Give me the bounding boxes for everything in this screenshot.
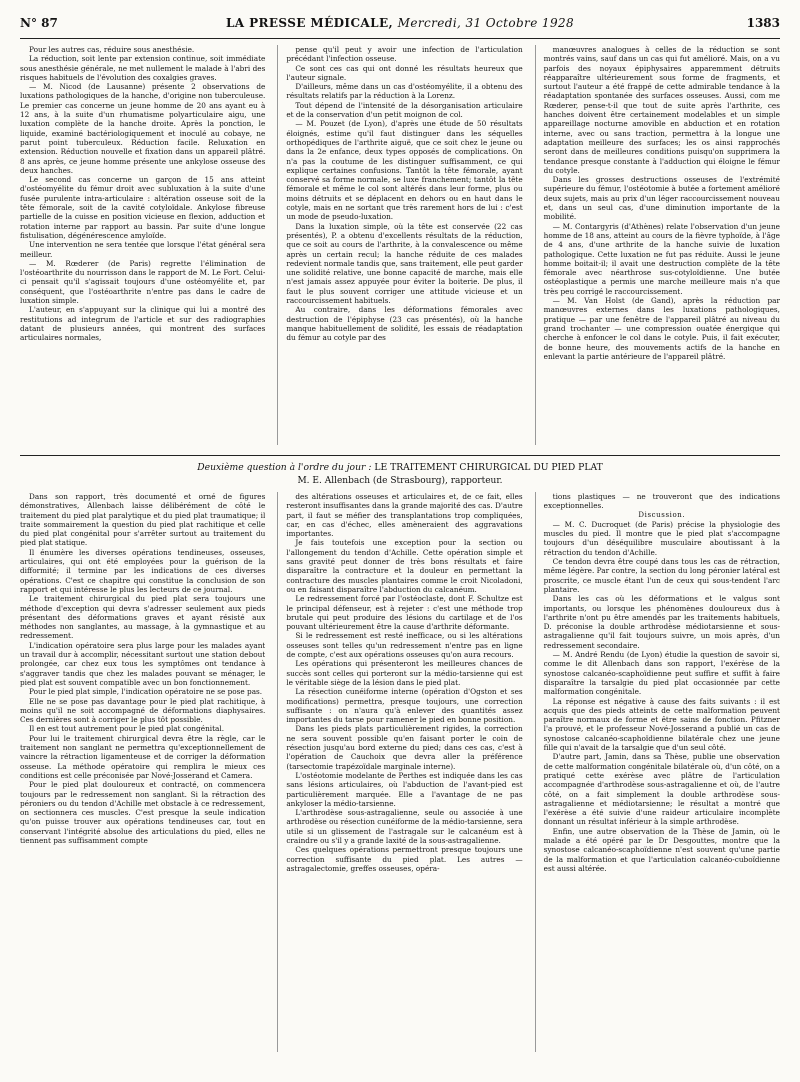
masthead [226, 16, 574, 30]
paragraph: — M. Rœderer (de Paris) regrette l'élimination de l'ostéoarthrite du nourrisson dans le rapport de M. Le Fort. Celui-ci pensait qu'il s'agissait toujours d'une ostéomyélite et, par conséquent, que l'ostéoarthrite n'entre pas dans le cadre de luxation simple. [20, 258, 266, 306]
paragraph: Il énumère les diverses opérations tendineuses, osseuses, articulaires, qui ont été employées pour la guérison de la difformité; il termine par les indications de ces diverses opérations. C'est ce chapitre qui constitue la conclusion de son rapport et qui intéresse le plus les lecteurs de ce journal. [20, 547, 266, 594]
paragraph: Pour les autres cas, réduire sous anesthésie. [29, 45, 195, 54]
paragraph: tions plastiques — ne trouveront que des indications exceptionnelles. [543, 492, 780, 511]
agenda-label: Deuxième question à l'ordre du jour : [197, 462, 372, 473]
page-number: 1383 [746, 16, 780, 30]
paragraph: pense qu'il peut y avoir une infection de l'articulation précédant l'infection osseuse. [286, 45, 523, 64]
bottom-column-2 [277, 492, 522, 1052]
paragraph: Pour le pied plat douloureux et contracté, on commencera toujours par le redressement non sanglant. Si la rétraction des péroniers ou du tendon d'Achille met obstacle à ce redressement, on sectionnera ces muscles. C'est presque la seule indication qu'on puisse trouver aux opérations tendineuses car, tout en conservant l'intégrité absolue des articulations du pied, elles ne tiennent pas suffisamment compte [20, 780, 266, 845]
paragraph: Les opérations qui présenteront les meilleures chances de succès sont celles qui porteront sur la médio-tarsienne qui est le véritable siège de la lésion dans le pied plat. [286, 659, 523, 687]
paragraph: L'auteur, en s'appuyant sur la clinique qui lui a montré des restitutions ad integrum de l'article et sur des radiographies datant de plusieurs années, qui montrent des surfaces articulaires normales, [20, 305, 266, 343]
section-heading [20, 455, 780, 486]
paragraph: Le traitement chirurgical du pied plat sera toujours une méthode d'exception qui devra s'adresser seulement aux pieds présentant des déformations graves et ayant résisté aux méthodes non sanglantes, au massage, à la gymnastique et au redressement. [20, 594, 266, 641]
paragraph: L'ostéotomie modelante de Perthes est indiquée dans les cas sans lésions articulaires, où l'abduction de l'avant-pied est particulièrement marquée. Elle a l'avantage de ne pas ankyloser la médio-tarsienne. [286, 770, 523, 808]
issue-date: Mercredi, 31 Octobre 1928 [397, 16, 575, 30]
top-column-2 [277, 45, 522, 445]
top-column-1 [20, 45, 265, 445]
paragraph: Une intervention ne sera tentée que lorsque l'état général sera meilleur. [20, 240, 266, 259]
bottom-column-1 [20, 492, 265, 1052]
paragraph: manœuvres analogues à celles de la réduction se sont montrés vains, sauf dans un cas qui fut amélioré. Mais, on a vu parfois des noyaux épiphysaires apparemment détruits réapparaître ultérieurement sous forme de fragments, et surtout l'auteur a été frappé de cette admirable tendance à la réadaptation spontanée des surfaces osseuses. Aussi, com me Rœderer, pense-t-il que tout de suite après l'arthrite, ces hanches doivent être certainement modelables et un simple appareillage nocturne amovible en abduction et en rotation interne, avec ou sans traction, permettra à la longue une adaptation meilleure des surfaces; les os ainsi rapprochés seront dans de meilleures conditions puisqu'on supprimera la tendance presque constante à l'adduction qui éloigne le fémur du cotyle. [543, 45, 780, 175]
top-columns [20, 45, 780, 445]
paragraph: des altérations osseuses et articulaires et, de ce fait, elles resteront insuffisantes dans la grande majorité des cas. D'autre part, il faut se méfier des transplantations trop compliquées, car, en cas d'échec, elles amèneraient des aggravations importantes. [286, 492, 523, 539]
paragraph: Au contraire, dans les déformations fémorales avec destruction de l'épiphyse (23 cas présentés), où la hanche manque habituellement de solidité, les essais de réadaptation du fémur au cotyle par des [286, 305, 523, 343]
rapporteur-line: M. E. Allenbach (de Strasbourg), rapporteur. [297, 476, 503, 486]
paragraph: Le second cas concerne un garçon de 15 ans atteint d'ostéomyélite du fémur droit avec subluxation à la suite d'une fusée purulente intra-articulaire : altération osseuse soit de la tête fémorale, soit de la cavité cotyloïdale. Ankylose fibreuse partielle de la cuisse en position vicieuse en flexion, adduction et rotation interne par rapport au bassin. Par suite d'une longue fistulisation, dégénérescence amyloïde. [20, 175, 266, 240]
paragraph: D'ailleurs, même dans un cas d'ostéomyélite, il a obtenu des résultats relatifs par la réduction à la Lorenz. [286, 82, 523, 101]
paragraph: Ces quelques opérations permettront presque toujours une correction suffisante du pied plat. Les autres — astragalectomie, greffes osseuses, opéra- [286, 845, 523, 873]
paragraph: Elle ne se pose pas davantage pour le pied plat rachitique, à moins qu'il ne soit accompagné de déformations diaphysaires. Ces dernières sont à corriger le plus tôt possible. [20, 696, 266, 725]
paragraph: — M. Contargyris (d'Athènes) relate l'observation d'un jeune homme de 18 ans, atteint au cours de la fièvre typhoïde, à l'âge de 4 ans, d'une arthrite de la hanche suivie de luxation pathologique. Cette luxation ne fut pas réduite. Aussi le jeune homme boitait-il; il avait une destruction complète de la tête fémorale avec néarthrose sus-cotyloïdienne. Une butée ostéoplastique a permis une marche meilleure mais n'a que très peu corrigé le raccourcissement. [543, 221, 780, 296]
discussion-heading: Discussion. [638, 510, 686, 519]
paragraph: Pour le pied plat simple, l'indication opératoire ne se pose pas. [29, 687, 263, 697]
paragraph: Ce sont ces cas qui ont donné les résultats heureux que l'auteur signale. [286, 63, 523, 82]
paragraph: La réponse est négative à cause des faits suivants : il est acquis que des pieds atteints de cette malformation peuvent paraître normaux de forme et être sains de fonction. Pfitzner l'a prouvé, et le professeur Nové-Josserand a publié un cas de synostose calcanéo-scaphoïdienne bilatérale chez une jeune fille qui n'avait de la tarsalgie que d'un seul côté. [543, 696, 780, 753]
paragraph: Il en est tout autrement pour le pied plat congénital. [29, 724, 225, 734]
paragraph: — M. André Rendu (de Lyon) étudie la question de savoir si, comme le dit Allenbach dans son rapport, l'exérèse de la synostose calcanéo-scaphoïdienne peut suffire et suffit à faire disparaître la tarsalgie du pied plat occasionnée par cette malformation congénitale. [543, 650, 780, 697]
bottom-columns [20, 492, 780, 1052]
journal-title: LA PRESSE MÉDICALE, [225, 16, 394, 30]
paragraph: L'arthrodèse sous-astragalienne, seule ou associée à une arthrodèse ou résection cunéiforme de la médio-tarsienne, sera utile si un glissement de l'astragale sur le calcanéum est à craindre ou s'il y a grande laxité de la sous-astragalienne. [286, 808, 523, 845]
paragraph: La réduction, soit lente par extension continue, soit immédiate sous anesthésie générale, ne met nullement le malade à l'abri des risques habituels de l'évolution des coxalgies graves. [20, 54, 266, 82]
page-header [20, 16, 780, 39]
issue-number: N° 87 [20, 16, 58, 30]
paragraph: Ce tendon devra être coupé dans tous les cas de rétraction, même légère. Par contre, la section du long péronier latéral est proscrite, ce muscle étant l'un de ceux qui sous-tendent l'arc plantaire. [543, 557, 780, 594]
section-title: LE TRAITEMENT CHIRURGICAL DU PIED PLAT [374, 462, 603, 473]
paragraph: Dans la luxation simple, où la tête est conservée (22 cas présentés), P. a obtenu d'excellents résultats de la réduction, que ce soit au cours de l'arthrite, à la convalescence ou même après un certain recul; la hanche réduite de ces malades redevient normale tandis que, sans traitement, elle peut garder une solidité relative, une bonne capacité de marche, mais elle n'est jamais assez appuyée pour éviter la boiterie. De plus, il faut le plus souvent corriger une attitude vicieuse et un raccourcissement habituels. [286, 221, 523, 306]
paragraph: Dans les cas où les déformations et le valgus sont importants, ou lorsque les phénomènes douloureux dus à l'arthrite n'ont pu être amendés par les traitements habituels, D. préconise la double arthrodèse médiotarsienne et sous-astragalienne qu'il fait toujours suivre, un mois après, d'un redressement secondaire. [543, 594, 780, 650]
paragraph: Je fais toutefois une exception pour la section ou l'allongement du tendon d'Achille. Cette opération simple et sans gravité peut donner de très bons résultats et faire disparaître la contracture et la douleur en permettant la contracture des muscles plantaires comme le croit Nicoladoni, ou en faisant disparaître l'abduction du calcanéum. [286, 538, 523, 594]
paragraph: Dans les pieds plats particulièrement rigides, la correction ne sera souvent possible qu'en faisant porter le coin de résection jusqu'au bord externe du pied; dans ces cas, c'est à l'opération de Cauchoix que devra aller la préférence (tarsectomie trapézoïdale marginale interne). [286, 724, 523, 771]
paragraph: Pour lui le traitement chirurgical devra être la règle, car le traitement non sanglant ne permettra qu'exceptionnellement de vaincre la rétraction ligamenteuse et de corriger la déformation osseuse. La méthode opératoire qui remplira le mieux ces conditions est celle préconisée par Nové-Josserand et Camera. [20, 733, 266, 780]
section-title-line [20, 462, 780, 473]
paragraph: — M. Pouzet (de Lyon), d'après une étude de 50 résultats éloignés, estime qu'il faut distinguer dans les séquelles orthopédiques de l'arthrite aiguë, que ce soit chez le jeune ou dans la 2e enfance, deux types opposés de complications. On n'a pas la coutume de les distinguer suffisamment, ce qui explique certaines confusions. Tantôt la tête fémorale, ayant conservé sa forme normale, se luxe franchement; tantôt la tête fémorale et même le col sont altérés dans leur forme, plus ou moins détruits et se déplacent en dehors ou en haut dans le cotyle, mais en ne sortant que très rarement hors de lui : c'est un mode de pseudo-luxation. [286, 119, 523, 222]
paragraph: Tout dépend de l'intensité de la désorganisation articulaire et de la conservation d'un petit moignon de col. [286, 100, 523, 120]
paragraph: Si le redressement est resté inefficace, ou si les altérations osseuses sont telles qu'un redressement n'entre pas en ligne de compte, c'est aux opérations osseuses qu'on aura recours. [286, 631, 523, 660]
paragraph: — M. C. Ducroquet (de Paris) précise la physiologie des muscles du pied. Il montre que le pied plat s'accompagne toujours d'un déséquilibre musculaire aboutissant à la rétraction du tendon d'Achille. [543, 519, 780, 557]
paragraph: — M. Van Holst (de Gand), après la réduction par manœuvres externes dans les luxations pathologiques, pratique — par une fenêtre de l'appareil plâtré au niveau du grand trochanter — une compression ouatée énergique qui cherche à enfoncer le col dans le cotyle. Puis, il fait exécuter, de bonne heure, des mouvements actifs de la hanche en enlevant la partie antérieure de l'appareil plâtré. [543, 296, 780, 361]
bottom-column-3 [535, 492, 780, 1052]
paragraph: — M. Nicod (de Lausanne) présente 2 observations de luxations pathologiques de la hanche, d'origine non tuberculeuse. Le premier cas concerne un jeune homme de 20 ans ayant eu à 12 ans, à la suite d'un rhumatisme polyarticulaire aigu, une luxation complète de la hanche droite. Après la ponction, le liquide, examiné bactériologiquement et inoculé au cobaye, ne parut point tuberculeux. Réduction facile. Reluxation en extension. Réduction nouvelle et fixation dans un appareil plâtré. 8 ans après, ce jeune homme présente une ankylose osseuse des deux hanches. [20, 82, 266, 175]
paragraph: L'indication opératoire sera plus large pour les malades ayant un travail dur à accomplir, nécessitant surtout une station debout prolongée, car chez eux tous les symptômes ont tendance à s'aggraver tandis que chez les malades pouvant se ménager, le pied plat est souvent compatible avec un bon fonctionnement. [20, 640, 266, 687]
top-column-3 [535, 45, 780, 445]
paragraph: Dans son rapport, très documenté et orné de figures démonstratives, Allenbach laisse délibérément de côté le traitement du pied plat paralytique et du pied plat traumatique; il traite sommairement la question du pied plat rachitique et celle du pied plat congénital pour s'arrêter surtout au traitement du pied plat statique. [20, 492, 266, 548]
paragraph: La résection cunéiforme interne (opération d'Ogston et ses modifications) permettra, presque toujours, une correction suffisante : on n'aura qu'à enlever des quantités assez importantes du tarse pour ramener le pied en bonne position. [286, 687, 523, 725]
paragraph: Le redressement forcé par l'ostéoclaste, dont F. Schultze est le principal défenseur, est à rejeter : c'est une méthode trop brutale qui peut produire des lésions du cartilage et de l'os pouvant ultérieurement être la cause d'arthrite déformante. [286, 594, 523, 632]
paragraph: Dans les grosses destructions osseuses de l'extrémité supérieure du fémur, l'ostéotomie à butée a fortement amélioré deux sujets, mais au prix d'un léger raccourcissement nouveau et, dans un seul cas, d'une diminution importante de la mobilité. [543, 175, 780, 222]
paragraph: Enfin, une autre observation de la Thèse de Jamin, où le malade a été opéré par le Dr Desgouttes, montre que la synostose calcanéo-scaphoïdienne n'est souvent qu'une partie de la malformation et que l'articulation calcanéo-cuboïdienne est aussi altérée. [543, 826, 780, 873]
paragraph: D'autre part, Jamin, dans sa Thèse, publie une observation de cette malformation congénitale bilatérale où, d'un côté, on a pratiqué cette exérèse avec plâtre de l'articulation accompagnée d'arthrodèse sous-astragalienne et où, de l'autre côté, on a fait simplement la double arthrodèse sous-astragalienne et médiotarsienne; le résultat a montré que l'exérèse a été suivie d'une raideur articulaire incomplète donnant un résultat inférieur à la simple arthrodèse. [543, 752, 780, 827]
